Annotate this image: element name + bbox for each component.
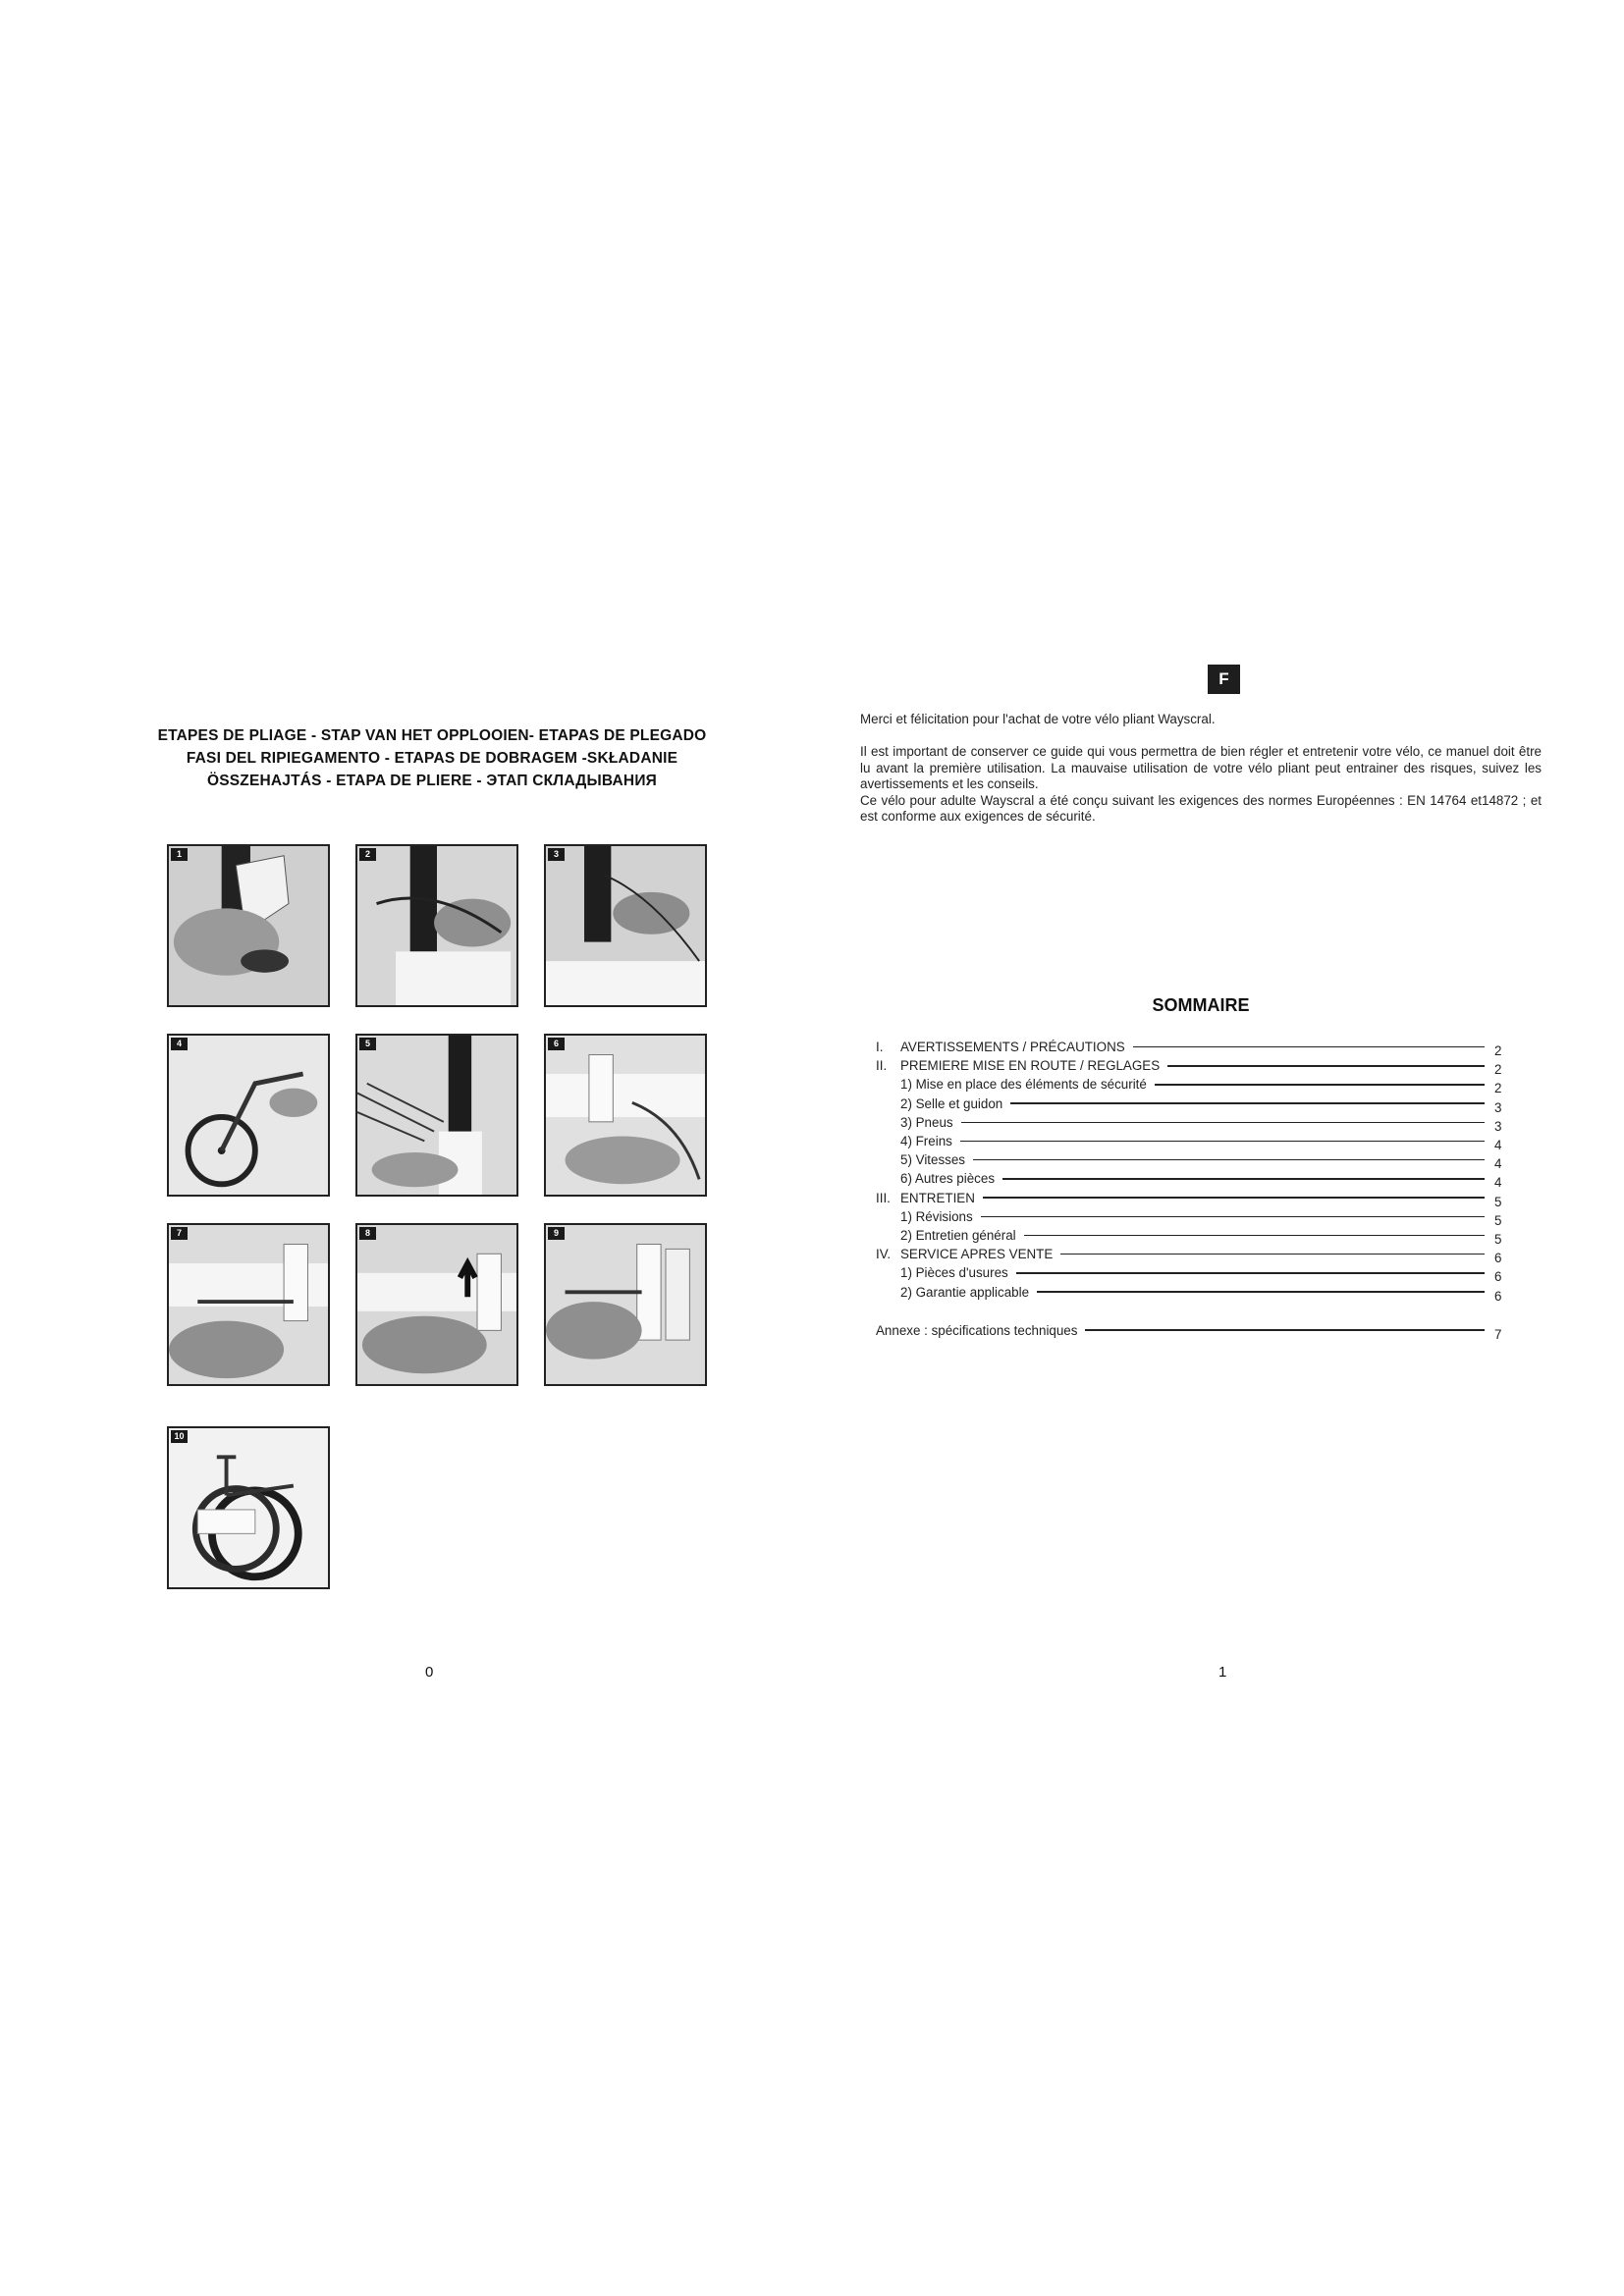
step-photo-1 [167, 844, 330, 1007]
toc-leader-line [1060, 1254, 1485, 1255]
toc-leader-line [960, 1141, 1485, 1143]
frame-fold-icon [546, 1225, 705, 1384]
page-number-right: 1 [1218, 1664, 1227, 1681]
step-photo-10 [167, 1426, 330, 1589]
toc-section-number: IV. [876, 1247, 892, 1262]
step-photo-5 [355, 1034, 518, 1197]
toc-entry-label [876, 1077, 1155, 1092]
toc-entry-label [876, 1152, 973, 1167]
toc-leader-line [1085, 1329, 1485, 1331]
toc-entry [876, 1321, 1506, 1340]
toc-page-number: 3 [1494, 1118, 1502, 1134]
toc-leader-line [973, 1159, 1485, 1161]
toc-entry-text: 2) Selle et guidon [900, 1095, 1003, 1111]
toc-entry-label [876, 1096, 1010, 1111]
toc-entry [876, 1263, 1506, 1285]
page-number-left: 0 [425, 1664, 434, 1681]
toc-entry-label [876, 1285, 1037, 1300]
toc-page-number: 3 [1494, 1099, 1502, 1115]
toc-entry-label [876, 1228, 1024, 1243]
stem-fold-icon [546, 846, 705, 1005]
toc-leader-line [1002, 1178, 1485, 1180]
toc-page-number: 4 [1494, 1175, 1502, 1191]
toc-page-number: 6 [1494, 1288, 1502, 1304]
title-line: ETAPES DE PLIAGE - STAP VAN HET OPPLOOIEN- ETAPAS DE PLEGADO [157, 727, 707, 744]
toc-leader-line [1155, 1084, 1485, 1086]
step-number: 7 [171, 1227, 188, 1240]
toc-entry-text: SERVICE APRES VENTE [900, 1247, 1054, 1262]
toc-page-number: 6 [1494, 1251, 1502, 1266]
step-number: 6 [548, 1038, 565, 1050]
toc-page-number: 2 [1494, 1043, 1502, 1059]
toc-page-number: 2 [1494, 1081, 1502, 1096]
toc-leader-line [1167, 1065, 1485, 1067]
toc-entry [876, 1113, 1506, 1132]
toc-entry [876, 1282, 1506, 1304]
toc-entry-text: 6) Autres pièces [900, 1171, 996, 1187]
toc-entry [876, 1132, 1506, 1153]
step-photo-7 [167, 1223, 330, 1386]
toc-leader-line [1037, 1291, 1485, 1293]
title-line: FASI DEL RIPIEGAMENTO - ETAPAS DE DOBRAGEM -SKŁADANIE [186, 750, 678, 767]
intro-paragraph: Il est important de conserver ce guide qui vous permettra de bien régler et entretenir votre vélo, ce manuel doit être lu avant la première utilisation. La mauvaise utilisation de votre vélo pliant peut entrainer des risques, suivez les avertissements et les conseils. [860, 744, 1542, 791]
intro-body [860, 744, 1542, 826]
toc-entry-text: 2) Entretien général [900, 1227, 1016, 1243]
toc-entry [876, 1207, 1506, 1226]
toc-entry-label [876, 1209, 981, 1224]
intro-thanks: Merci et félicitation pour l'achat de votre vélo pliant Wayscral. [860, 712, 1216, 726]
toc-leader-line [981, 1216, 1485, 1218]
toc-entry-label [876, 1134, 960, 1148]
toc-leader-line [983, 1197, 1485, 1199]
bike-wheel-icon [169, 1036, 328, 1195]
step-number: 3 [548, 848, 565, 861]
toc-entry [876, 1245, 1506, 1266]
language-badge: F [1208, 665, 1240, 694]
toc-leader-line [1016, 1272, 1485, 1274]
toc-page-number: 5 [1494, 1212, 1502, 1228]
toc-entry-text: 1) Pièces d'usures [900, 1265, 1008, 1281]
toc-entry [876, 1189, 1506, 1207]
intro-paragraph: Ce vélo pour adulte Wayscral a été conçu suivant les exigences des normes Européennes : EN 14764 et14872 ; et est conforme aux exigences de sécurité. [860, 792, 1542, 824]
toc-entry-text: 1) Mise en place des éléments de sécurité [900, 1077, 1147, 1093]
step-photo-2 [355, 844, 518, 1007]
step-photo-3 [544, 844, 707, 1007]
toc-entry-text: ENTRETIEN [900, 1190, 975, 1205]
folded-bike-icon [169, 1428, 328, 1587]
toc-entry-text: 3) Pneus [900, 1114, 953, 1130]
toc-entry-label [876, 1247, 1060, 1261]
title-line: ÖSSZEHAJTÁS - ETAPA DE PLIERE - ЭТАП СКЛАДЫВАНИЯ [206, 773, 658, 789]
step-number: 1 [171, 848, 188, 861]
seat-post-icon [357, 1036, 516, 1195]
step-photo-4 [167, 1034, 330, 1197]
toc-entry-text: 5) Vitesses [900, 1152, 965, 1168]
toc-page-number: 5 [1494, 1231, 1502, 1247]
toc-leader-line [1024, 1235, 1485, 1237]
toc-entry-label [876, 1171, 1002, 1186]
toc-page-number: 4 [1494, 1138, 1502, 1153]
toc-entry-text: PREMIERE MISE EN ROUTE / REGLAGES [900, 1058, 1161, 1074]
table-of-contents [876, 1038, 1506, 1340]
toc-entry-label [876, 1040, 1133, 1054]
frame-clamp-icon [169, 1225, 328, 1384]
toc-entry [876, 1056, 1506, 1078]
step-number: 10 [171, 1430, 188, 1443]
toc-page-number: 2 [1494, 1062, 1502, 1078]
toc-entry [876, 1226, 1506, 1245]
step-number: 2 [359, 848, 376, 861]
toc-leader-line [1133, 1046, 1485, 1048]
toc-leader-line [1010, 1102, 1485, 1104]
toc-section-number: I. [876, 1040, 884, 1055]
toc-entry [876, 1075, 1506, 1094]
toc-entry-text: Annexe : spécifications techniques [876, 1322, 1078, 1338]
toc-entry [876, 1095, 1506, 1113]
hinge-icon [546, 1036, 705, 1195]
toc-entry-text: AVERTISSEMENTS / PRÉCAUTIONS [900, 1040, 1125, 1055]
toc-entry-label [876, 1058, 1167, 1073]
toc-page-number: 6 [1494, 1269, 1502, 1285]
toc-title: SOMMAIRE [1152, 995, 1250, 1015]
toc-section-number: II. [876, 1058, 888, 1074]
step-photo-8 [355, 1223, 518, 1386]
toc-entry-label [876, 1265, 1016, 1280]
toc-page-number: 5 [1494, 1194, 1502, 1209]
step-photo-6 [544, 1034, 707, 1197]
toc-entry-text: 2) Garantie applicable [900, 1284, 1030, 1300]
toc-entry-label [876, 1323, 1085, 1338]
toc-entry-text: 1) Révisions [900, 1208, 973, 1224]
toc-entry [876, 1169, 1506, 1191]
toc-leader-line [961, 1122, 1485, 1124]
clamp-arrow-icon [357, 1225, 516, 1384]
toc-page-number: 4 [1494, 1156, 1502, 1172]
stem-lever-icon [357, 846, 516, 1005]
hand-on-stem-icon [169, 846, 328, 1005]
toc-entry [876, 1038, 1506, 1059]
step-number: 8 [359, 1227, 376, 1240]
toc-page-number: 7 [1494, 1326, 1502, 1342]
step-photo-9 [544, 1223, 707, 1386]
step-number: 5 [359, 1038, 376, 1050]
toc-entry-text: 4) Freins [900, 1134, 952, 1149]
step-number: 9 [548, 1227, 565, 1240]
toc-entry-label [876, 1115, 961, 1130]
step-number: 4 [171, 1038, 188, 1050]
toc-section-number: III. [876, 1190, 891, 1205]
toc-entry-label [876, 1191, 983, 1205]
toc-entry [876, 1150, 1506, 1172]
folding-steps-title [137, 724, 727, 792]
